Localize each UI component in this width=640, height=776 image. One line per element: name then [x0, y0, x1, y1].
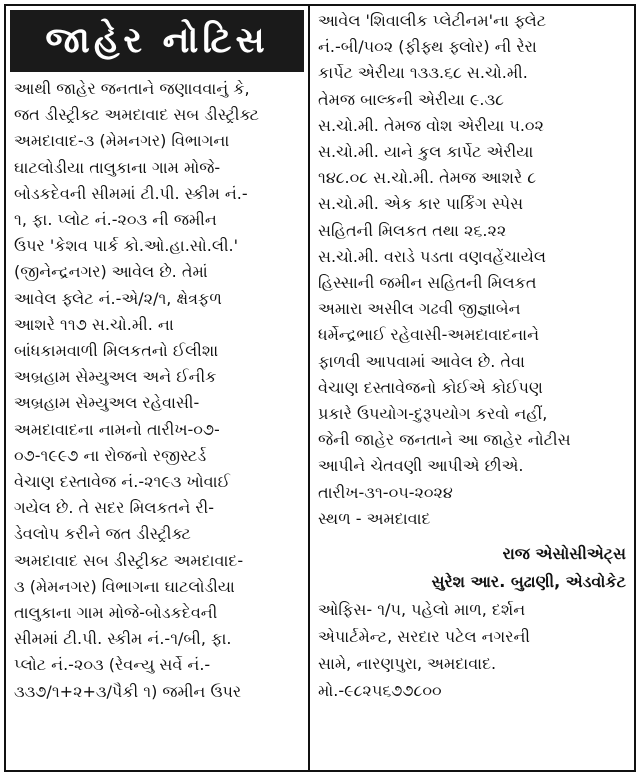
notice-line: પ્લોટ નં.-૨૦૩ (રેવન્યુ સર્વે નં.-: [14, 655, 211, 675]
notice-line: જેની જાહેર જનતાને આ જાહેર નોટીસ: [318, 430, 571, 450]
notice-line: નં.-બી/૫૦૨ (ફીફ્થ ફ્લોર) ની રેરા: [318, 37, 537, 57]
advocate-address: [310, 596, 634, 704]
notice-line: વેચાણ દસ્તાવેજ નં.-૨૧૯૩ ખોવાઈ: [14, 472, 230, 492]
advocate-name: સુરેશ આર. બુઢાણી, એડવોકેટ: [431, 571, 626, 591]
notice-line: ઉપર 'કેશવ પાર્ક કો.ઓ.હા.સો.લી.': [14, 236, 239, 256]
notice-place: સ્થળ - અમદાવાદ: [318, 508, 431, 528]
notice-line: અબ્રહામ સેમ્યુઅલ અને ઈનીક: [14, 367, 217, 387]
notice-line: આવેલ ફ્લેટ નં.-એ/૨/૧, ક્ષેત્રફળ: [14, 288, 222, 308]
notice-line: સીમમાં ટી.પી. સ્કીમ નં.-૧/બી, ફા.: [14, 629, 232, 649]
notice-line: આપીને ચેતવણી આપીએ છીએ.: [318, 456, 524, 476]
notice-line: ૦૭-૧૯૯૭ ના રોજનો રજીસ્ટર્ડ: [14, 445, 207, 465]
notice-title: જાહેર નોટિસ: [10, 10, 304, 72]
notice-date: તારીખ-૩૧-૦૫-૨૦૨૪: [318, 482, 453, 502]
notice-line: એપાર્ટમેન્ટ, સરદાર પટેલ નગરની: [318, 626, 530, 646]
notice-line: અમદાવાદના નામનો તારીખ-૦૭-: [14, 419, 220, 439]
notice-line: અમદાવાદ સબ ડીસ્ટ્રીક્ટ અમદાવાદ-: [14, 550, 244, 570]
notice-line: સહિતની મિલકત તથા ૨૬.૨૨: [318, 220, 507, 240]
notice-line: અમારા અસીલ ગઢવી જીજ્ઞાબેન: [318, 299, 521, 319]
public-notice: [4, 4, 636, 772]
notice-line: વેચાણ દસ્તાવેજનો કોઈએ કોઈપણ: [318, 377, 543, 397]
notice-line: ૩૩૭/૧+૨+૩/પૈકી ૧) જમીન ઉપર: [14, 681, 242, 701]
notice-body-left: [6, 72, 308, 705]
notice-line: મો.-૯૮૨૫૬૭૭૮૦૦: [318, 680, 442, 700]
notice-line: સ.ચો.મી. વરાડે પડતા વણવહેંચાયેલ: [318, 246, 546, 266]
notice-line: અબ્રહામ સેમ્યુઅલ રહેવાસી-: [14, 393, 200, 413]
notice-right-column: [310, 6, 634, 770]
notice-line: બાંધકામવાળી મિલકતનો ઈલીશા: [14, 341, 219, 361]
notice-line: કાર્પેટ એરીયા ૧૩૩.૬૮ સ.ચો.મી.: [318, 63, 528, 83]
notice-line: પ્રકારે ઉપયોગ-દુરૂપયોગ કરવો નહીં,: [318, 404, 548, 424]
notice-line: (જીનેન્દ્રનગર) આવેલ છે. તેમાં: [14, 262, 208, 282]
notice-line: ઘાટલોડીયા તાલુકાના ગામ મોજે-: [14, 157, 221, 177]
firm-name: રાજ એસોસીએટ્સ: [502, 543, 626, 563]
notice-line: સામે, નારણપુરા, અમદાવાદ.: [318, 653, 497, 673]
notice-line: ગયેલ છે. તે સદર મિલકતને રી-: [14, 498, 215, 518]
notice-line: ફાળવી આપવામાં આવેલ છે. તેવા: [318, 351, 525, 371]
notice-line: અમદાવાદ-૩ (મેમનગર) વિભાગના: [14, 131, 230, 151]
notice-line: સ.ચો.મી. યાને કુલ કાર્પેટ એરીયા: [318, 142, 534, 162]
notice-line: આવેલ 'શિવાલીક પ્લેટીનમ'ના ફ્લેટ: [318, 11, 547, 30]
notice-line: ૩ (મેમનગર) વિભાગના ઘાટલોડીયા: [14, 576, 235, 596]
notice-line: જત ડીસ્ટ્રીક્ટ અમદાવાદ સબ ડીસ્ટ્રીક્ટ: [14, 105, 259, 125]
notice-line: બોડકદેવની સીમમાં ટી.પી. સ્કીમ નં.-: [14, 183, 248, 203]
notice-line: ડેવલોપ કરીને જત ડીસ્ટ્રીક્ટ: [14, 524, 191, 544]
notice-line: તાલુકાના ગામ મોજે-બોડકદેવની: [14, 603, 218, 623]
notice-line: ૧૪૮.૦૮ સ.ચો.મી. તેમજ આશરે ૮: [318, 168, 537, 188]
notice-line: તેમજ બાલ્કની એરીયા ૯.૩૮: [318, 89, 504, 109]
notice-left-column: [6, 6, 310, 770]
notice-line: સ.ચો.મી. તેમજ વોશ એરીયા ૫.૦૨: [318, 115, 544, 135]
notice-line: ધર્મેન્દ્રભાઈ રહેવાસી-અમદાવાદનાને: [318, 325, 540, 345]
notice-line: ઓફિસ- ૧/૫, પહેલો માળ, દર્શન: [318, 599, 526, 619]
notice-line: આશરે ૧૧૭ સ.ચો.મી. ના: [14, 314, 174, 334]
notice-body-right: [310, 6, 634, 480]
notice-line: ૧, ફા. પ્લોટ નં.-૨૦૩ ની જમીન: [14, 210, 217, 230]
notice-line: હિસ્સાની જમીન સહિતની મિલકત: [318, 273, 537, 293]
notice-line: આથી જાહેર જનતાને જણાવવાનું કે,: [14, 79, 250, 98]
notice-line: સ.ચો.મી. એક કાર પાર્કિંગ સ્પેસ: [318, 194, 524, 214]
